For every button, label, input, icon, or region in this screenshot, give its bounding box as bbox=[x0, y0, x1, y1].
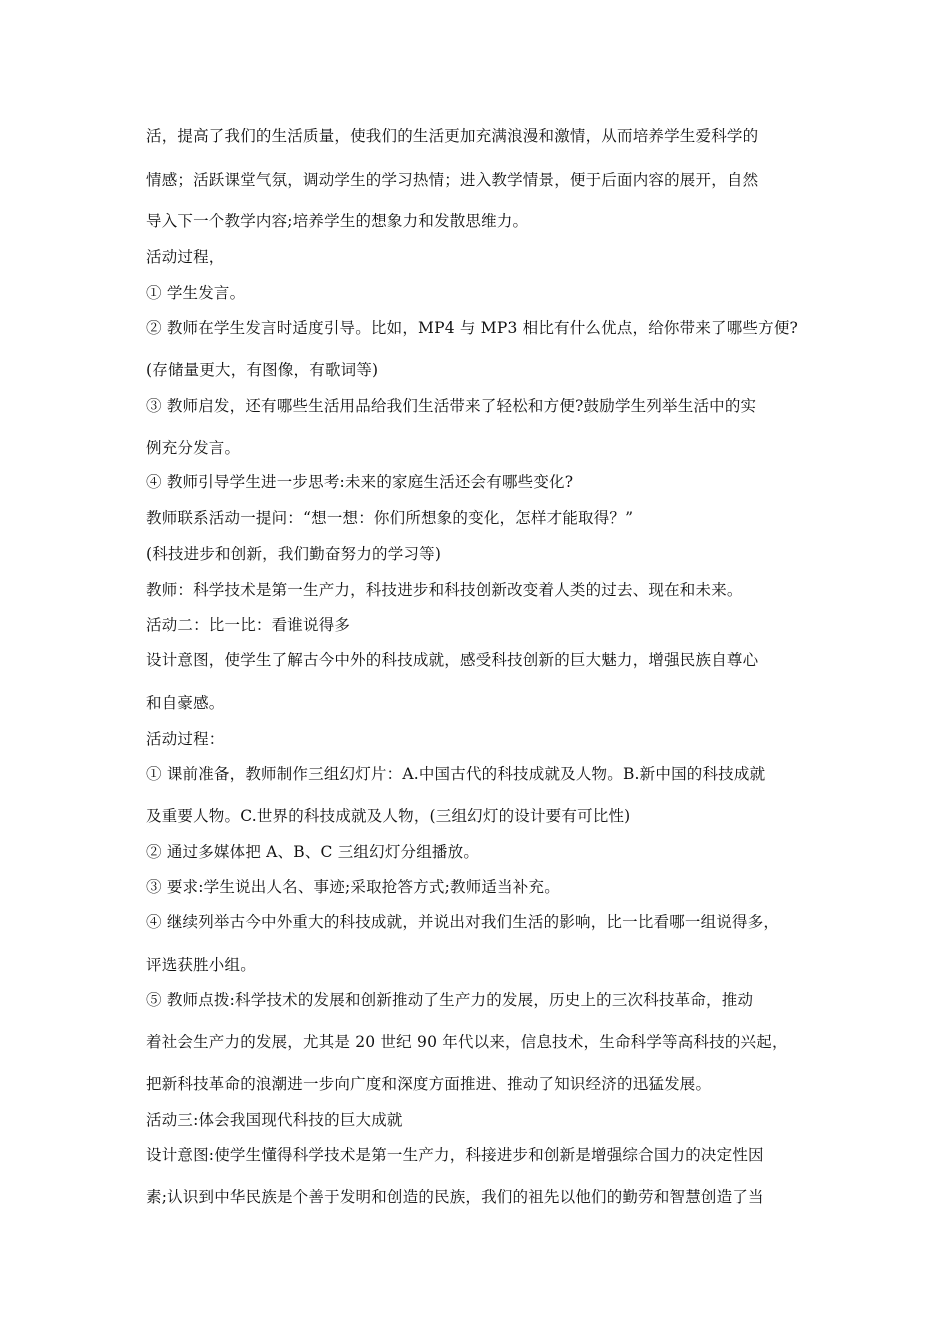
text-line: 素;认识到中华民族是个善于发明和创造的民族，我们的祖先以他们的勤劳和智慧创造了当 bbox=[146, 1188, 764, 1206]
text-line: 例充分发言。 bbox=[146, 439, 241, 457]
text-line: ③ 教师启发，还有哪些生活用品给我们生活带来了轻松和方便?鼓励学生列举生活中的实 bbox=[146, 397, 757, 415]
text-line: ③ 要求:学生说出人名、事迹;采取抢答方式;教师适当补充。 bbox=[146, 878, 560, 896]
text-line: 着社会生产力的发展，尤其是 20 世纪 90 年代以来，信息技术，生命科学等高科技的兴起， bbox=[146, 1033, 788, 1051]
text-line: ② 通过多媒体把 A、B、C 三组幻灯分组播放。 bbox=[146, 843, 480, 861]
text-line: 把新科技革命的浪潮进一步向广度和深度方面推进、推动了知识经济的迅猛发展。 bbox=[146, 1075, 712, 1093]
text-line: ② 教师在学生发言时适度引导。比如，MP4 与 MP3 相比有什么优点，给你带来了哪些方便? bbox=[146, 319, 799, 337]
text-line: 教师联系活动一提问：“想一想：你们所想象的变化，怎样才能取得？” bbox=[146, 509, 634, 527]
text-line: (科技进步和创新，我们勤奋努力的学习等) bbox=[146, 545, 442, 563]
text-line: 和自豪感。 bbox=[146, 694, 225, 712]
text-line: 活动过程， bbox=[146, 248, 225, 266]
text-line: ⑤ 教师点拨:科学技术的发展和创新推动了生产力的发展，历史上的三次科技革命，推动 bbox=[146, 991, 754, 1009]
text-line: ④ 教师引导学生进一步思考:未来的家庭生活还会有哪些变化? bbox=[146, 473, 574, 491]
text-line: 评选获胜小组。 bbox=[146, 956, 256, 974]
text-line: 教师：科学技术是第一生产力，科技进步和科技创新改变着人类的过去、现在和未来。 bbox=[146, 581, 743, 599]
text-line: 及重要人物。C.世界的科技成就及人物，(三组幻灯的设计要有可比性) bbox=[146, 807, 631, 825]
text-line: 导入下一个教学内容;培养学生的想象力和发散思维力。 bbox=[146, 212, 529, 230]
text-line: ① 课前准备，教师制作三组幻灯片：A.中国古代的科技成就及人物。B.新中国的科技成就 bbox=[146, 765, 766, 783]
text-line: 活动三:体会我国现代科技的巨大成就 bbox=[146, 1111, 403, 1129]
text-line: 活，提高了我们的生活质量，使我们的生活更加充满浪漫和激情，从而培养学生爱科学的 bbox=[146, 127, 759, 145]
text-line: 活动过程： bbox=[146, 730, 225, 748]
text-line: ④ 继续列举古今中外重大的科技成就，并说出对我们生活的影响，比一比看哪一组说得多， bbox=[146, 913, 780, 931]
text-line: 设计意图，使学生了解古今中外的科技成就，感受科技创新的巨大魅力，增强民族自尊心 bbox=[146, 651, 759, 669]
text-line: (存储量更大，有图像，有歌词等) bbox=[146, 361, 379, 379]
text-line: 活动二：比一比：看谁说得多 bbox=[146, 616, 351, 634]
text-line: 设计意图:使学生懂得科学技术是第一生产力，科接进步和创新是增强综合国力的决定性因 bbox=[146, 1146, 764, 1164]
text-line: 情感；活跃课堂气氛，调动学生的学习热情；进入教学情景，便于后面内容的展开，自然 bbox=[146, 171, 759, 189]
text-line: ① 学生发言。 bbox=[146, 284, 246, 302]
